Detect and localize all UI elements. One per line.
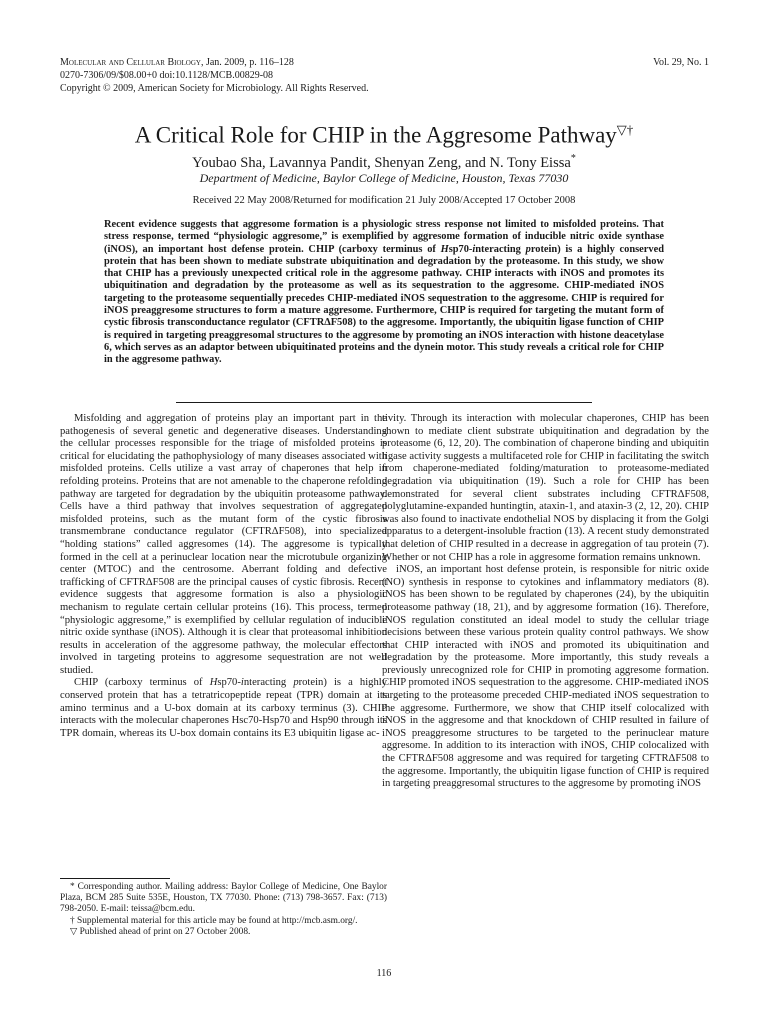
issn-doi: 0270-7306/09/$08.00+0 doi:10.1128/MCB.00829-08: [60, 70, 274, 81]
author-mark: *: [570, 153, 576, 164]
article-title: A Critical Role for CHIP in the Aggresome Pathway▽†: [134, 122, 634, 148]
footnotes: [60, 882, 387, 938]
title-marks: ▽†: [616, 122, 634, 137]
affiliation: Department of Medicine, Baylor College of Medicine, Houston, Texas 77030: [199, 171, 569, 185]
page-number: 116: [376, 968, 392, 979]
body-paragraph: tivity. Through its interaction with molecular chaperones, CHIP has been shown to mediate client substrate ubiquitination and degradation by the proteasome (6, 12, 20). The combination of chaperone binding and ubiquitin ligase activity suggests a multifaceted role for CHIP in facilitating the switch from chaperone-mediated folding/maturation to proteasome-mediated degradation via ubiquitination (19). Such a role for CHIP has been demonstrated for several client substrates including CFTRΔF508, polyglutamine-expanded huntingtin, ataxin-1, and ataxin-3 (2, 12, 20). CHIP was also found to inactivate endothelial NOS by displacing it from the Golgi apparatus to a detergent-insoluble fraction (13). A recent study demonstrated that deletion of CHIP resulted in a decrease in aggregation of tau protein (7). Whether or not CHIP has a role in aggresome formation remains unknown.: [382, 413, 709, 563]
author-list: Youbao Sha, Lavannya Pandit, Shenyan Zeng, and N. Tony Eissa*: [192, 153, 576, 171]
body-column-right: [382, 413, 709, 791]
body-paragraph: Misfolding and aggregation of proteins play an important part in the pathogenesis of several genetic and degenerative diseases. Understanding the cellular processes responsible for the triage of misfolded proteins is critical for elucidating the pathophysiology of many diseases associated with misfolded proteins. Cells utilize a vast array of chaperones that help in refolding proteins. Proteins that are not amenable to the chaperone refolding pathway are targeted for degradation by the ubiquitin proteasome pathway. Cells have a third pathway that involves sequestration of aggregated misfolded proteins, such as the mutant form of the cystic fibrosis transmembrane conductance regulator (CFTRΔF508), into specialized “holding stations” called aggresomes (14). The aggresome is typically formed in the cell at a perinuclear location near the microtubule organizing center (MTOC) and the centrosome. Aberrant folding and defective trafficking of CFTRΔF508 are the principal causes of cystic fibrosis. Recent evidence suggests that aggresome formation is also a physiologic mechanism to regulate certain cellular proteins (16). This process, termed “physiologic aggresome,” is exemplified by cellular regulation of inducible nitric oxide synthase (iNOS). Although it is clear that proteasomal inhibition results in acceleration of the aggresome pathway, the molecular effectors involved in targeting proteins to aggresome sequestration are not well studied.: [60, 413, 387, 676]
journal-citation: Molecular and Cellular Biology, Jan. 2009, p. 116–128: [60, 57, 294, 68]
body-paragraph: iNOS, an important host defense protein, is responsible for nitric oxide (NO) synthesis in response to cytokines and inflammatory mediators (8). iNOS has been shown to be regulated by chaperones (24), by the ubiquitin proteasome pathway (18, 21), and by aggresome formation (16). Therefore, iNOS regulation constituted an ideal model to study the cellular triage decisions between these various protein quality control pathways. We show that CHIP interacted with iNOS and promoted its ubiquitination and degradation by the proteasome. More importantly, this study reveals a previously unrecognized role for CHIP in promoting aggresome formation. CHIP promoted iNOS sequestration to the aggresome. CHIP-mediated iNOS targeting to the proteasome preceded CHIP-mediated iNOS sequestration to the aggresome. Furthermore, we show that CHIP itself colocalized with iNOS in the aggresome and that knockdown of CHIP resulted in failure of iNOS preaggresome structures to be targeted to the perinuclear mature aggresome. In addition to its interaction with iNOS, CHIP colocalized with the CFTRΔF508 aggresome and was required for targeting CFTRΔF508 to the aggresome. Importantly, the ubiquitin ligase function of CHIP is required in targeting preaggresomal structures to the aggresome by promoting iNOS: [382, 564, 709, 790]
received-dates: Received 22 May 2008/Returned for modification 21 July 2008/Accepted 17 October 2008: [192, 195, 576, 206]
copyright-line: Copyright © 2009, American Society for Microbiology. All Rights Reserved.: [60, 83, 369, 94]
abstract-divider: [176, 402, 592, 403]
footnote-supplemental: † Supplemental material for this article may be found at http://mcb.asm.org/.: [70, 915, 358, 926]
abstract: Recent evidence suggests that aggresome formation is a physiologic stress response not limited to misfolded proteins. That stress response, termed “physiologic aggresome,” is exemplified by aggresome formation of inducible nitric oxide synthase (iNOS), an important host defense protein. CHIP (carboxy terminus of Hsp70-interacting protein) is a highly conserved protein that has been shown to mediate substrate ubiquitination and degradation by the proteasome. In this study, we show that CHIP has a previously unexpected critical role in the aggresome pathway. CHIP interacts with iNOS and promotes its ubiquitination and degradation by the proteasome as well as its sequestration to the aggresome. CHIP-mediated iNOS targeting to the proteasome sequentially precedes CHIP-mediated iNOS sequestration to the aggresome. CHIP is required for iNOS preaggresome structures to form a mature aggresome. Furthermore, CHIP is required for targeting the mutant form of cystic fibrosis transconductance regulator (CFTRΔF508) to the aggresome. Importantly, the ubiquitin ligase function of CHIP is required in targeting preaggresomal structures to the aggresome by promoting an iNOS interaction with histone deacetylase 6, which serves as an adaptor between ubiquitinated proteins and the dynein motor. This study reveals a critical role for CHIP in the aggresome pathway.: [104, 219, 664, 366]
footnote-published: ▽ Published ahead of print on 27 October 2008.: [70, 926, 251, 937]
body-column-left: [60, 413, 387, 740]
footnote-corresponding: * Corresponding author. Mailing address: Baylor College of Medicine, One Baylor Plaza, BCM 285 Suite 535E, Houston, TX 77030. Phone: (713) 798-3657. Fax: (713) 798-2050. E-mail: teissa@bcm.edu.: [60, 882, 387, 915]
body-paragraph: CHIP (carboxy terminus of Hsp70-interacting protein) is a highly conserved protein that has a tetratricopeptide repeat (TPR) domain at its amino terminus and a U-box domain at its carboxy terminus (3). CHIP interacts with the molecular chaperones Hsc70-Hsp70 and Hsp90 through its TPR domain, whereas its U-box domain contains its E3 ubiquitin ligase ac-: [60, 677, 387, 739]
footnote-divider: [60, 878, 170, 879]
volume-issue: Vol. 29, No. 1: [653, 57, 709, 68]
running-header-left: [60, 56, 580, 95]
